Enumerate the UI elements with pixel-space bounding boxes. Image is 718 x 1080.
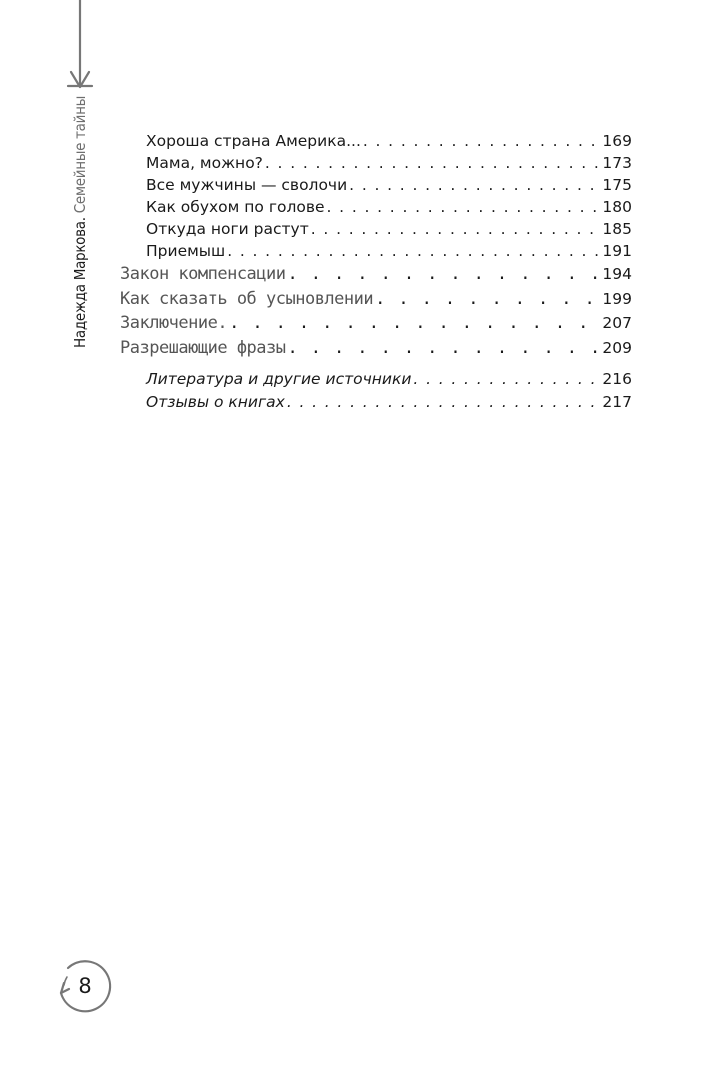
- page-number: [54, 955, 116, 1017]
- dot-leader: [325, 196, 603, 218]
- toc-chapter-row: [120, 311, 632, 336]
- toc-appendix-label: Отзывы о книгах: [146, 392, 285, 411]
- dot-leader: [286, 262, 603, 287]
- toc-entry-page: 173: [602, 154, 632, 172]
- arrow-down-icon: [62, 0, 98, 100]
- toc-appendix-page: 216: [602, 370, 632, 388]
- running-head: [58, 96, 102, 351]
- toc-appendix-label: Литература и другие источники: [146, 370, 412, 388]
- dot-leader: [285, 391, 603, 414]
- toc-entry-label: Мама, можно?: [146, 154, 263, 172]
- toc-subsection-row: [120, 196, 632, 218]
- toc-subsection-row: [120, 130, 632, 152]
- toc-entry-page: 169: [602, 132, 632, 150]
- toc-entry-page: 185: [602, 220, 632, 238]
- dot-leader: [225, 240, 602, 262]
- section-gap: [120, 360, 632, 368]
- toc-entry-label: Как обухом по голове: [146, 198, 325, 216]
- toc-appendix-row: [120, 391, 632, 414]
- toc-appendix-row: [120, 368, 632, 391]
- toc-chapter-page: 194: [602, 265, 632, 283]
- toc-subsection-row: [120, 218, 632, 240]
- running-head-title: Семейные тайны: [71, 96, 89, 214]
- toc-entry-page: 175: [602, 176, 632, 194]
- toc-chapter-label: Заключение.: [120, 313, 228, 333]
- toc-chapter-page: 199: [602, 289, 632, 308]
- dot-leader: [263, 152, 603, 174]
- running-head-author: Надежда Маркова.: [71, 217, 89, 348]
- toc-subsection-row: [120, 152, 632, 174]
- dot-leader: [411, 368, 602, 391]
- toc-chapter-page: 207: [602, 314, 632, 332]
- toc-entry-page: 191: [602, 242, 632, 260]
- toc-appendix-page: 217: [602, 392, 632, 411]
- toc-entry-page: 180: [602, 198, 632, 216]
- toc-entry-label: Откуда ноги растут: [146, 220, 309, 238]
- toc-subsection-row: [120, 240, 632, 262]
- dot-leader: [227, 311, 602, 336]
- toc-chapter-row: [120, 336, 632, 361]
- toc-subsection-row: [120, 174, 632, 196]
- page-number-text: 8: [78, 974, 92, 998]
- dot-leader: [286, 336, 603, 361]
- toc-chapter-row: [120, 262, 632, 287]
- toc-chapter-label: Разрешающие фразы: [120, 337, 286, 358]
- dot-leader: [347, 174, 602, 196]
- toc-chapter-row: [120, 287, 632, 312]
- dot-leader: [373, 287, 602, 312]
- toc-chapter-label: Как сказать об усыновлении: [120, 288, 374, 309]
- toc-chapter-page: 209: [602, 338, 632, 357]
- dot-leader: [309, 218, 603, 240]
- table-of-contents: [120, 130, 632, 413]
- toc-entry-label: Приемыш: [146, 242, 226, 260]
- toc-entry-label: Все мужчины — сволочи: [146, 176, 348, 194]
- dot-leader: [361, 130, 603, 152]
- toc-entry-label: Хороша страна Америка...: [146, 132, 361, 150]
- toc-chapter-label: Закон компенсации: [120, 264, 286, 284]
